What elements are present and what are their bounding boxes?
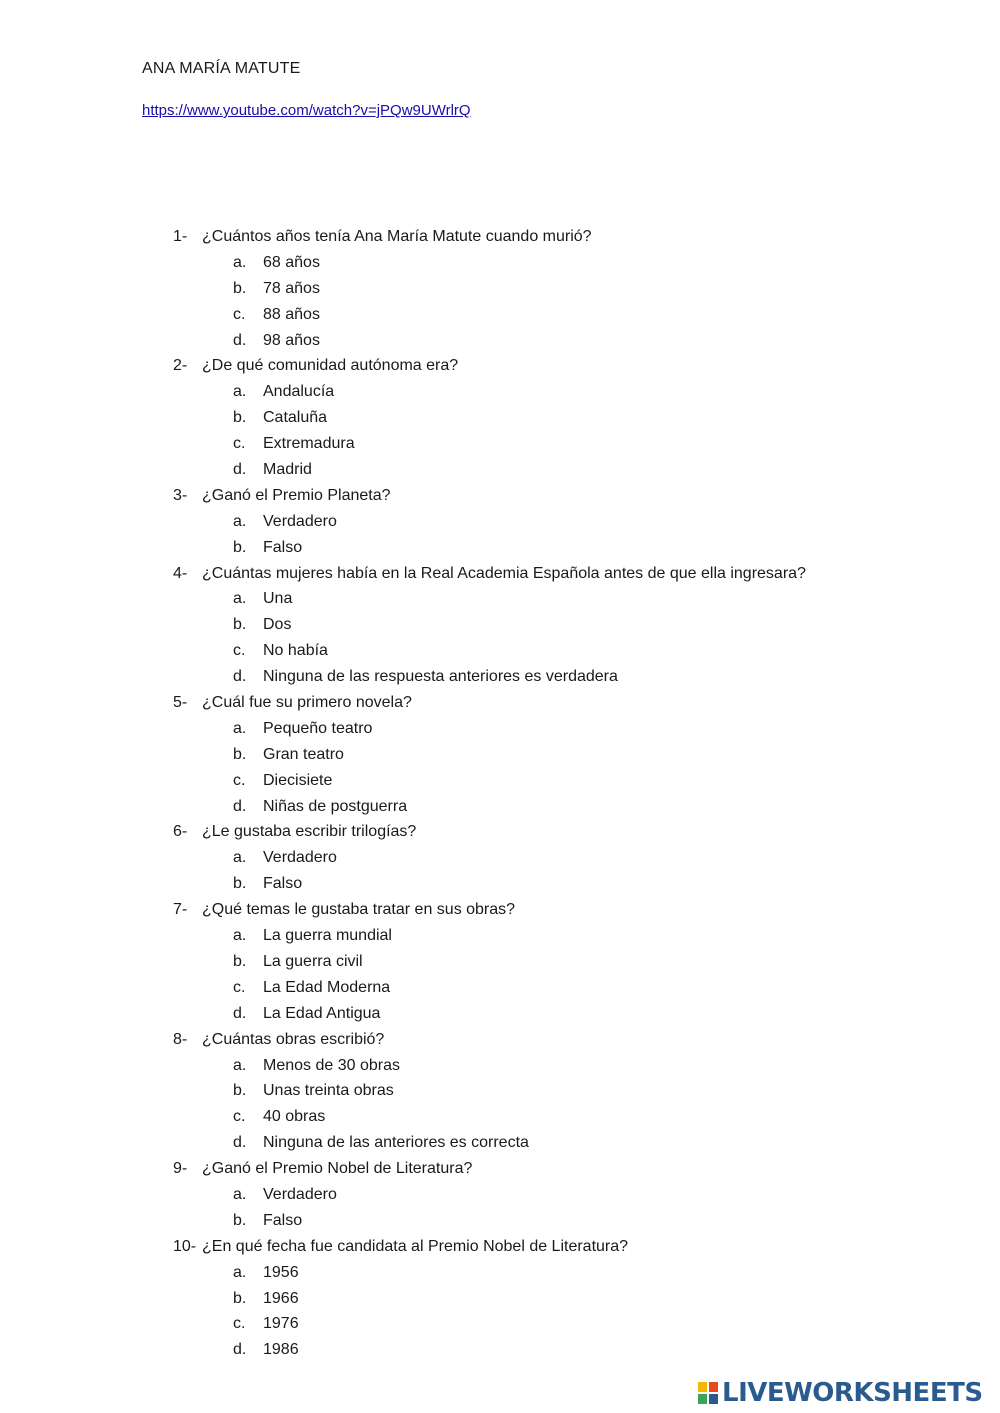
option-letter: a. — [233, 1056, 247, 1074]
question-text: ¿Cuál fue su primero novela? — [202, 694, 412, 712]
question-item — [173, 690, 973, 819]
option-letter: a. — [233, 927, 247, 945]
option-text: La Edad Moderna — [263, 978, 391, 996]
question-text: ¿Ganó el Premio Nobel de Literatura? — [202, 1160, 473, 1178]
option-text: Una — [263, 590, 293, 608]
question-text: ¿Cuántos años tenía Ana María Matute cuando murió? — [202, 228, 592, 245]
answer-option[interactable] — [233, 1053, 973, 1079]
option-list — [173, 716, 973, 820]
answer-option[interactable] — [233, 535, 973, 561]
answer-option[interactable] — [233, 1311, 973, 1337]
question-line — [173, 224, 973, 250]
answer-option[interactable] — [233, 509, 973, 535]
option-letter: a. — [233, 512, 247, 530]
option-list — [173, 250, 973, 354]
option-text: Andalucía — [263, 383, 335, 401]
option-text: 78 años — [263, 279, 320, 297]
answer-option[interactable] — [233, 1001, 973, 1027]
option-text: 68 años — [263, 253, 320, 271]
option-letter: a. — [233, 1263, 247, 1281]
question-list — [173, 224, 973, 1363]
question-number: 2- — [173, 357, 188, 375]
option-text: 1956 — [263, 1263, 299, 1281]
question-line — [173, 1234, 973, 1260]
question-line — [173, 353, 973, 379]
option-letter: c. — [233, 771, 246, 789]
answer-option[interactable] — [233, 845, 973, 871]
answer-option[interactable] — [233, 1260, 973, 1286]
option-letter: b. — [233, 952, 247, 970]
option-list — [173, 1182, 973, 1234]
answer-option[interactable] — [233, 1208, 973, 1234]
question-number: 9- — [173, 1160, 188, 1178]
option-letter: a. — [233, 849, 247, 867]
question-item — [173, 897, 973, 1026]
option-list — [173, 509, 973, 561]
answer-option[interactable] — [233, 1337, 973, 1363]
question-item — [173, 483, 973, 561]
youtube-link[interactable]: https://www.youtube.com/watch?v=jPQw9UWrlrQ — [142, 102, 471, 119]
option-text: Pequeño teatro — [263, 719, 373, 737]
liveworksheets-logo-icon — [697, 1381, 719, 1405]
question-item — [173, 561, 973, 690]
option-text: 1966 — [263, 1289, 299, 1307]
option-list — [173, 586, 973, 690]
page-title: ANA MARÍA MATUTE — [142, 60, 301, 77]
option-letter: b. — [233, 1289, 247, 1307]
option-text: Verdadero — [263, 1185, 337, 1203]
option-text: 88 años — [263, 305, 320, 323]
option-letter: c. — [233, 305, 246, 323]
question-line — [173, 483, 973, 509]
option-text: Ninguna de las anteriores es correcta — [263, 1134, 529, 1152]
answer-option[interactable] — [233, 638, 973, 664]
option-letter: d. — [233, 461, 247, 479]
answer-option[interactable] — [233, 923, 973, 949]
option-text: Cataluña — [263, 409, 328, 427]
question-text: ¿De qué comunidad autónoma era? — [202, 357, 459, 375]
answer-option[interactable] — [233, 276, 973, 302]
option-text: La Edad Antigua — [263, 1004, 381, 1022]
option-text: Falso — [263, 875, 303, 893]
question-number: 6- — [173, 823, 188, 841]
answer-option[interactable] — [233, 742, 973, 768]
option-text: 98 años — [263, 331, 320, 349]
answer-option[interactable] — [233, 302, 973, 328]
option-letter: d. — [233, 1134, 247, 1152]
option-text: 1976 — [263, 1315, 299, 1333]
option-letter: b. — [233, 616, 247, 634]
option-letter: a. — [233, 253, 247, 271]
option-list — [173, 1260, 973, 1364]
answer-option[interactable] — [233, 1286, 973, 1312]
option-text: 40 obras — [263, 1108, 326, 1126]
answer-option[interactable] — [233, 405, 973, 431]
question-item — [173, 224, 973, 353]
question-text: ¿Cuántas obras escribió? — [202, 1030, 385, 1048]
question-number: 10- — [173, 1237, 197, 1255]
question-number: 5- — [173, 694, 188, 712]
option-text: Madrid — [263, 461, 312, 479]
answer-option[interactable] — [233, 1130, 973, 1156]
answer-option[interactable] — [233, 379, 973, 405]
question-line — [173, 561, 973, 587]
question-line — [173, 690, 973, 716]
option-letter: d. — [233, 1004, 247, 1022]
answer-option[interactable] — [233, 328, 973, 354]
question-number: 3- — [173, 486, 188, 504]
answer-option[interactable] — [233, 250, 973, 276]
option-text: Falso — [263, 538, 303, 556]
option-text: Niñas de postguerra — [263, 797, 408, 815]
answer-option[interactable] — [233, 664, 973, 690]
option-list — [173, 1053, 973, 1157]
question-item — [173, 353, 973, 482]
question-text: ¿En qué fecha fue candidata al Premio Nobel de Literatura? — [202, 1237, 629, 1255]
option-text: No había — [263, 642, 328, 660]
option-letter: d. — [233, 797, 247, 815]
answer-option[interactable] — [233, 612, 973, 638]
option-letter: c. — [233, 435, 246, 453]
answer-option[interactable] — [233, 975, 973, 1001]
option-text: Menos de 30 obras — [263, 1056, 400, 1074]
question-line — [173, 897, 973, 923]
answer-option[interactable] — [233, 1104, 973, 1130]
question-number: 7- — [173, 901, 188, 919]
option-text: Ninguna de las respuesta anteriores es verdadera — [263, 668, 618, 686]
option-letter: d. — [233, 668, 247, 686]
option-letter: c. — [233, 1108, 246, 1126]
answer-option[interactable] — [233, 871, 973, 897]
option-text: Gran teatro — [263, 745, 344, 763]
option-letter: b. — [233, 1082, 247, 1100]
option-text: 1986 — [263, 1341, 299, 1359]
option-letter: b. — [233, 279, 247, 297]
logo-text: LIVEWORKSHEETS — [722, 1378, 983, 1408]
question-text: ¿Ganó el Premio Planeta? — [202, 486, 391, 504]
option-letter: c. — [233, 642, 246, 660]
option-letter: d. — [233, 1341, 247, 1359]
answer-option[interactable] — [233, 457, 973, 483]
answer-option[interactable] — [233, 1078, 973, 1104]
option-letter: b. — [233, 745, 247, 763]
question-text: ¿Qué temas le gustaba tratar en sus obras? — [202, 901, 516, 919]
question-line — [173, 819, 973, 845]
question-item — [173, 1027, 973, 1156]
question-number: 1- — [173, 228, 188, 245]
option-letter: b. — [233, 409, 247, 427]
option-text: La guerra civil — [263, 952, 363, 970]
option-letter: b. — [233, 538, 247, 556]
answer-option[interactable] — [233, 586, 973, 612]
option-letter: d. — [233, 331, 247, 349]
answer-option[interactable] — [233, 794, 973, 820]
option-text: Unas treinta obras — [263, 1082, 394, 1100]
answer-option[interactable] — [233, 431, 973, 457]
option-letter: c. — [233, 1315, 246, 1333]
option-letter: b. — [233, 1211, 247, 1229]
question-item — [173, 1156, 973, 1234]
answer-option[interactable] — [233, 768, 973, 794]
option-letter: a. — [233, 1185, 247, 1203]
option-list — [173, 379, 973, 483]
option-letter: a. — [233, 719, 247, 737]
question-text: ¿Cuántas mujeres había en la Real Academia Española antes de que ella ingresara? — [202, 564, 806, 582]
option-text: Extremadura — [263, 435, 355, 453]
option-text: Dos — [263, 616, 292, 634]
option-text: La guerra mundial — [263, 927, 392, 945]
option-letter: b. — [233, 875, 247, 893]
option-letter: a. — [233, 383, 247, 401]
option-text: Diecisiete — [263, 771, 333, 789]
question-number: 4- — [173, 564, 188, 582]
question-text: ¿Le gustaba escribir trilogías? — [202, 823, 417, 841]
option-letter: a. — [233, 590, 247, 608]
option-text: Verdadero — [263, 512, 337, 530]
option-text: Falso — [263, 1211, 303, 1229]
question-line — [173, 1027, 973, 1053]
option-list — [173, 923, 973, 1027]
option-text: Verdadero — [263, 849, 337, 867]
question-number: 8- — [173, 1030, 188, 1048]
option-list — [173, 845, 973, 897]
liveworksheets-logo — [697, 1378, 983, 1408]
answer-option[interactable] — [233, 949, 973, 975]
answer-option[interactable] — [233, 1182, 973, 1208]
question-line — [173, 1156, 973, 1182]
question-item — [173, 1234, 973, 1363]
answer-option[interactable] — [233, 716, 973, 742]
option-letter: c. — [233, 978, 246, 996]
question-item — [173, 819, 973, 897]
